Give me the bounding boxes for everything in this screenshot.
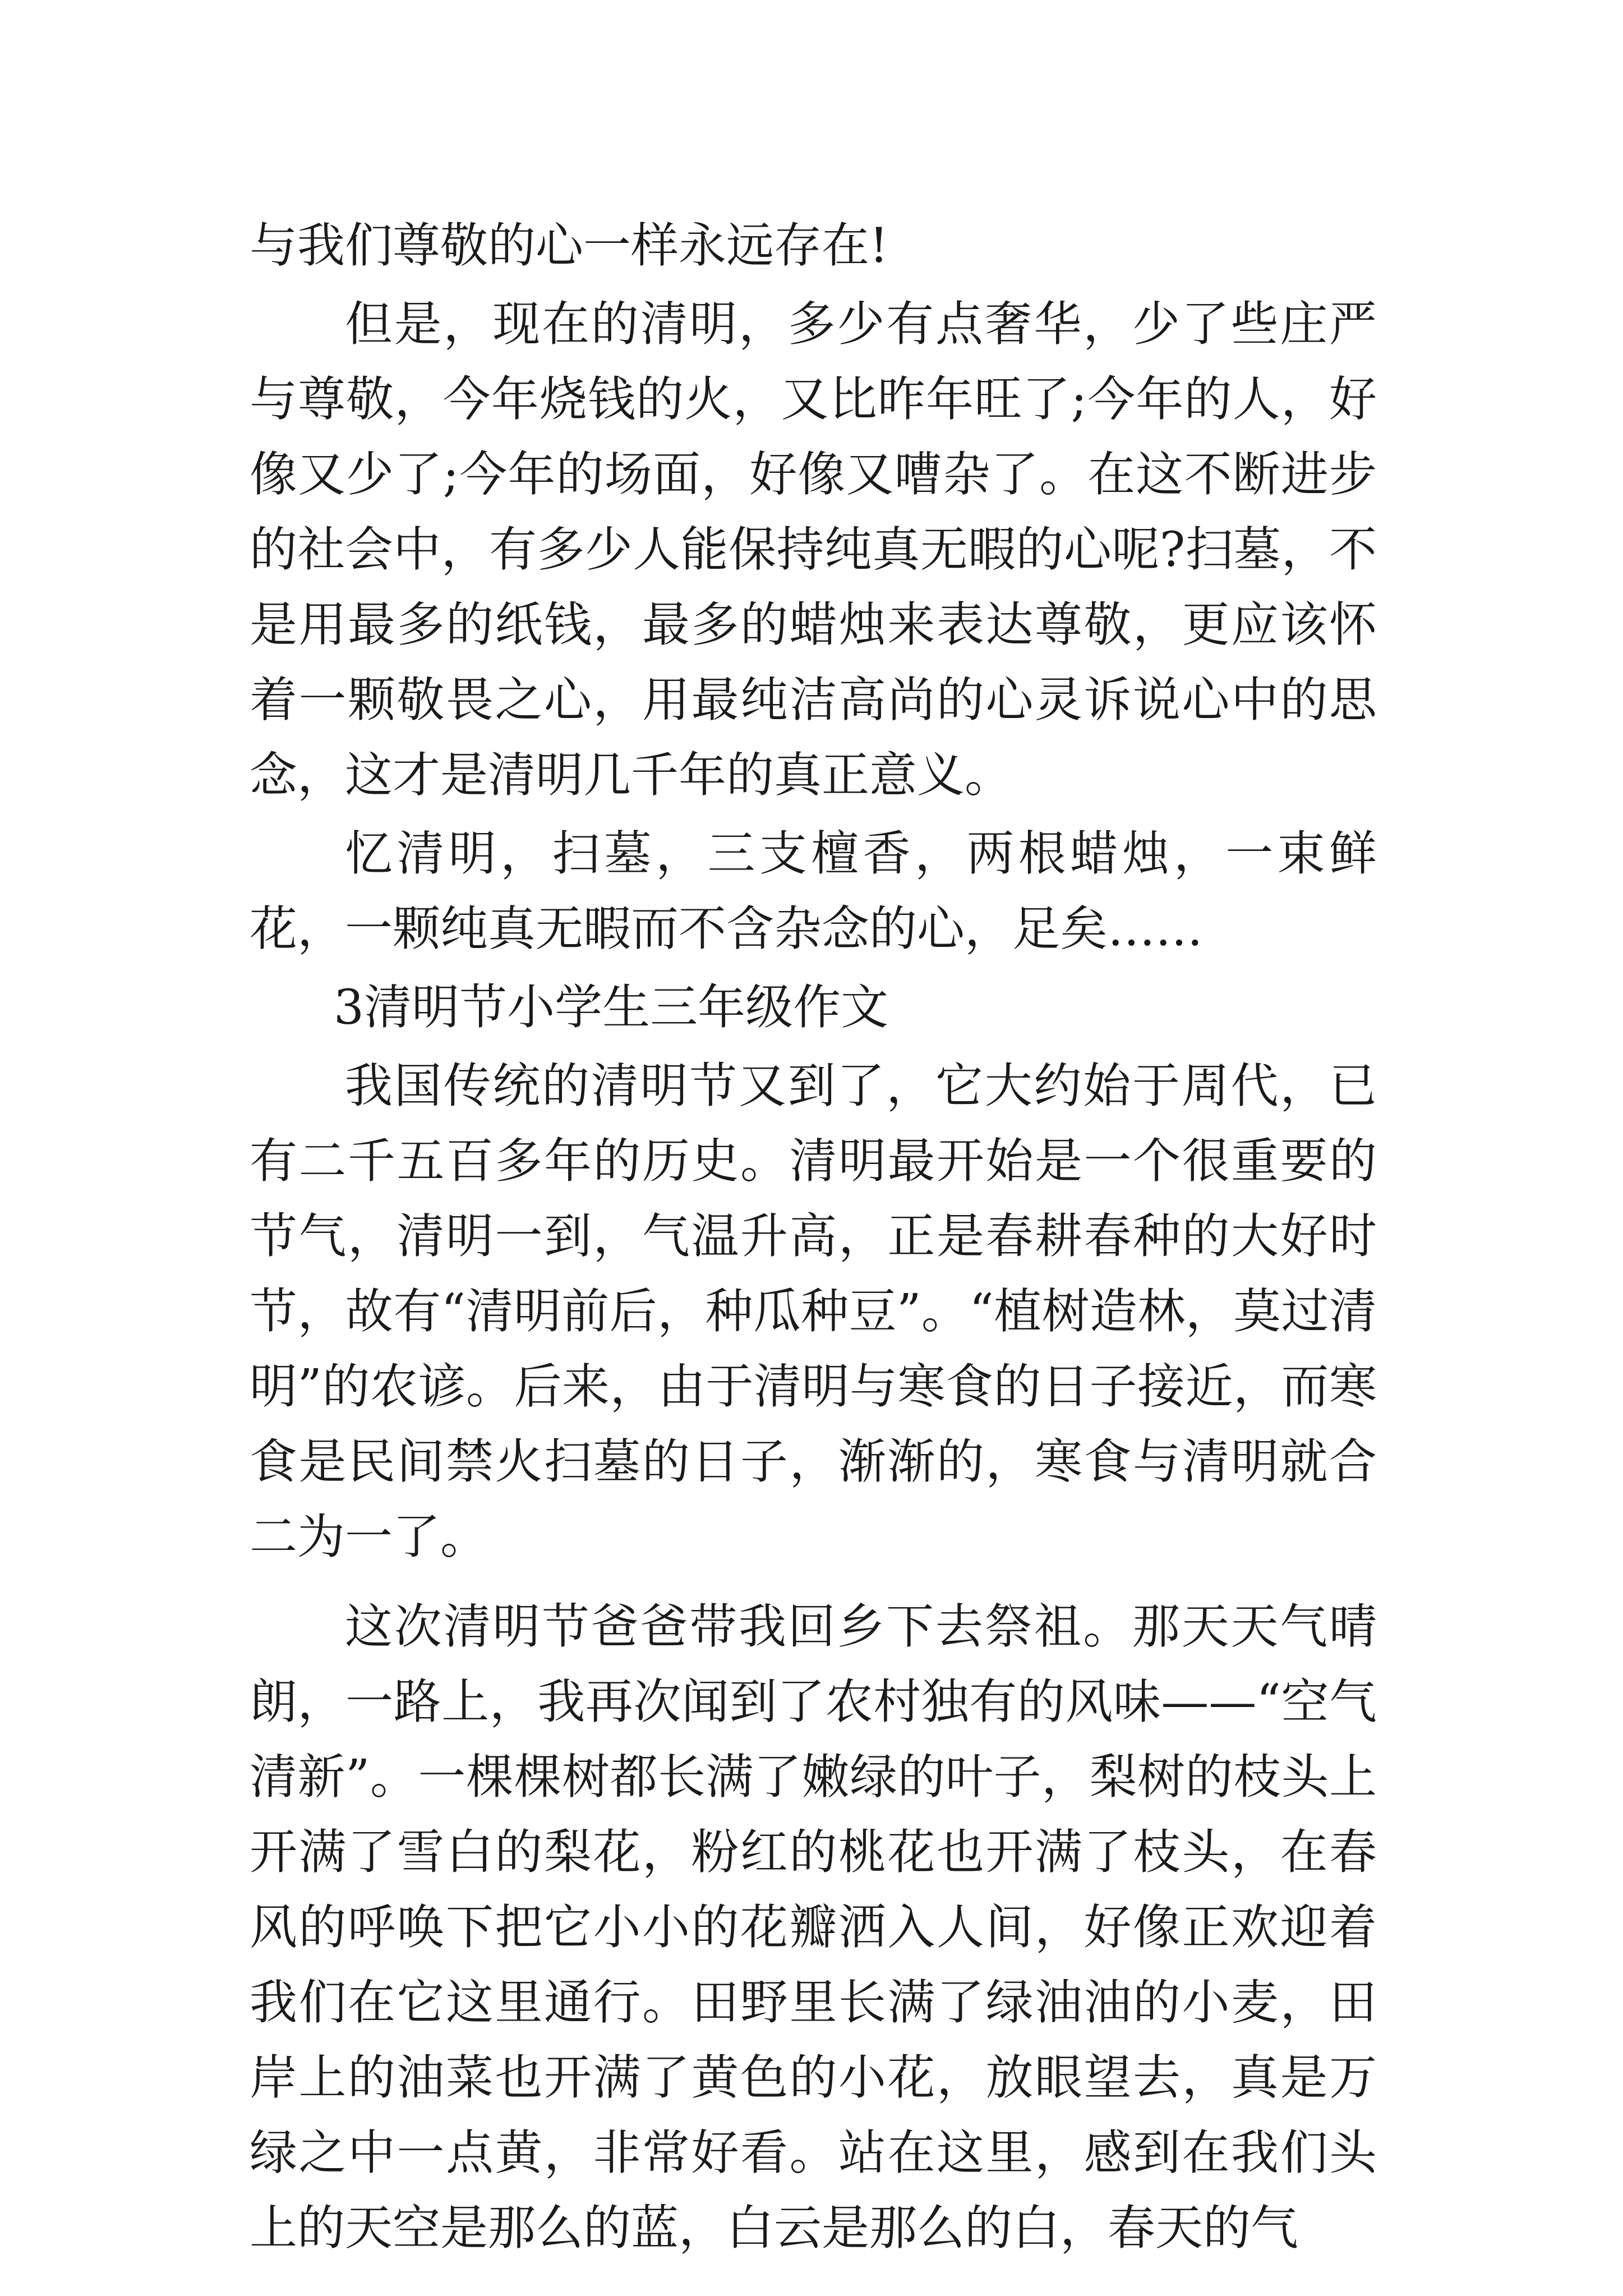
section-heading: 3清明节小学生三年级作文 xyxy=(334,980,889,1036)
paragraph-continuation: 与我们尊敬的心一样永远存在! xyxy=(250,218,889,274)
paragraph-journey: 这次清明节爸爸带我回乡下去祭祖。那天天气晴朗，一路上，我再次闻到了农村独有的风味——“空气清新”。一棵棵树都长满了嫩绿的叶子，梨树的枝头上开满了雪白的梨花，粉红的桃花也开满了枝头，在春风的呼唤下把它小小的花瓣洒入人间，好像正欢迎着我们在它这里通行。田野里长满了绿油油的小麦，田岸上的油菜也开满了黄色的小花，放眼望去，真是万绿之中一点黄，非常好看。站在这里，感到在我们头上的天空是那么的蓝，白云是那么的白，春天的气 xyxy=(250,1599,1377,2256)
paragraph-reflection: 但是，现在的清明，多少有点奢华，少了些庄严与尊敬，今年烧钱的火，又比昨年旺了;今年的人，好像又少了;今年的场面，好像又嘈杂了。在这不断进步的社会中，有多少人能保持纯真无暇的心呢?扫墓，不是用最多的纸钱，最多的蜡烛来表达尊敬，更应该怀着一颗敬畏之心，用最纯洁高尚的心灵诉说心中的思念，这才是清明几千年的真正意义。 xyxy=(250,297,1377,803)
document-body xyxy=(250,209,1377,2266)
paragraph-history: 我国传统的清明节又到了，它大约始于周代，已有二千五百多年的历史。清明最开始是一个很重要的节气，清明一到，气温升高，正是春耕春种的大好时节，故有“清明前后，种瓜种豆”。“植树造林，莫过清明”的农谚。后来，由于清明与寒食的日子接近，而寒食是民间禁火扫墓的日子，渐渐的，寒食与清明就合二为一了。 xyxy=(250,1059,1377,1565)
paragraph-remembrance: 忆清明，扫墓，三支檀香，两根蜡烛，一束鲜花，一颗纯真无暇而不含杂念的心，足矣…… xyxy=(250,826,1377,957)
